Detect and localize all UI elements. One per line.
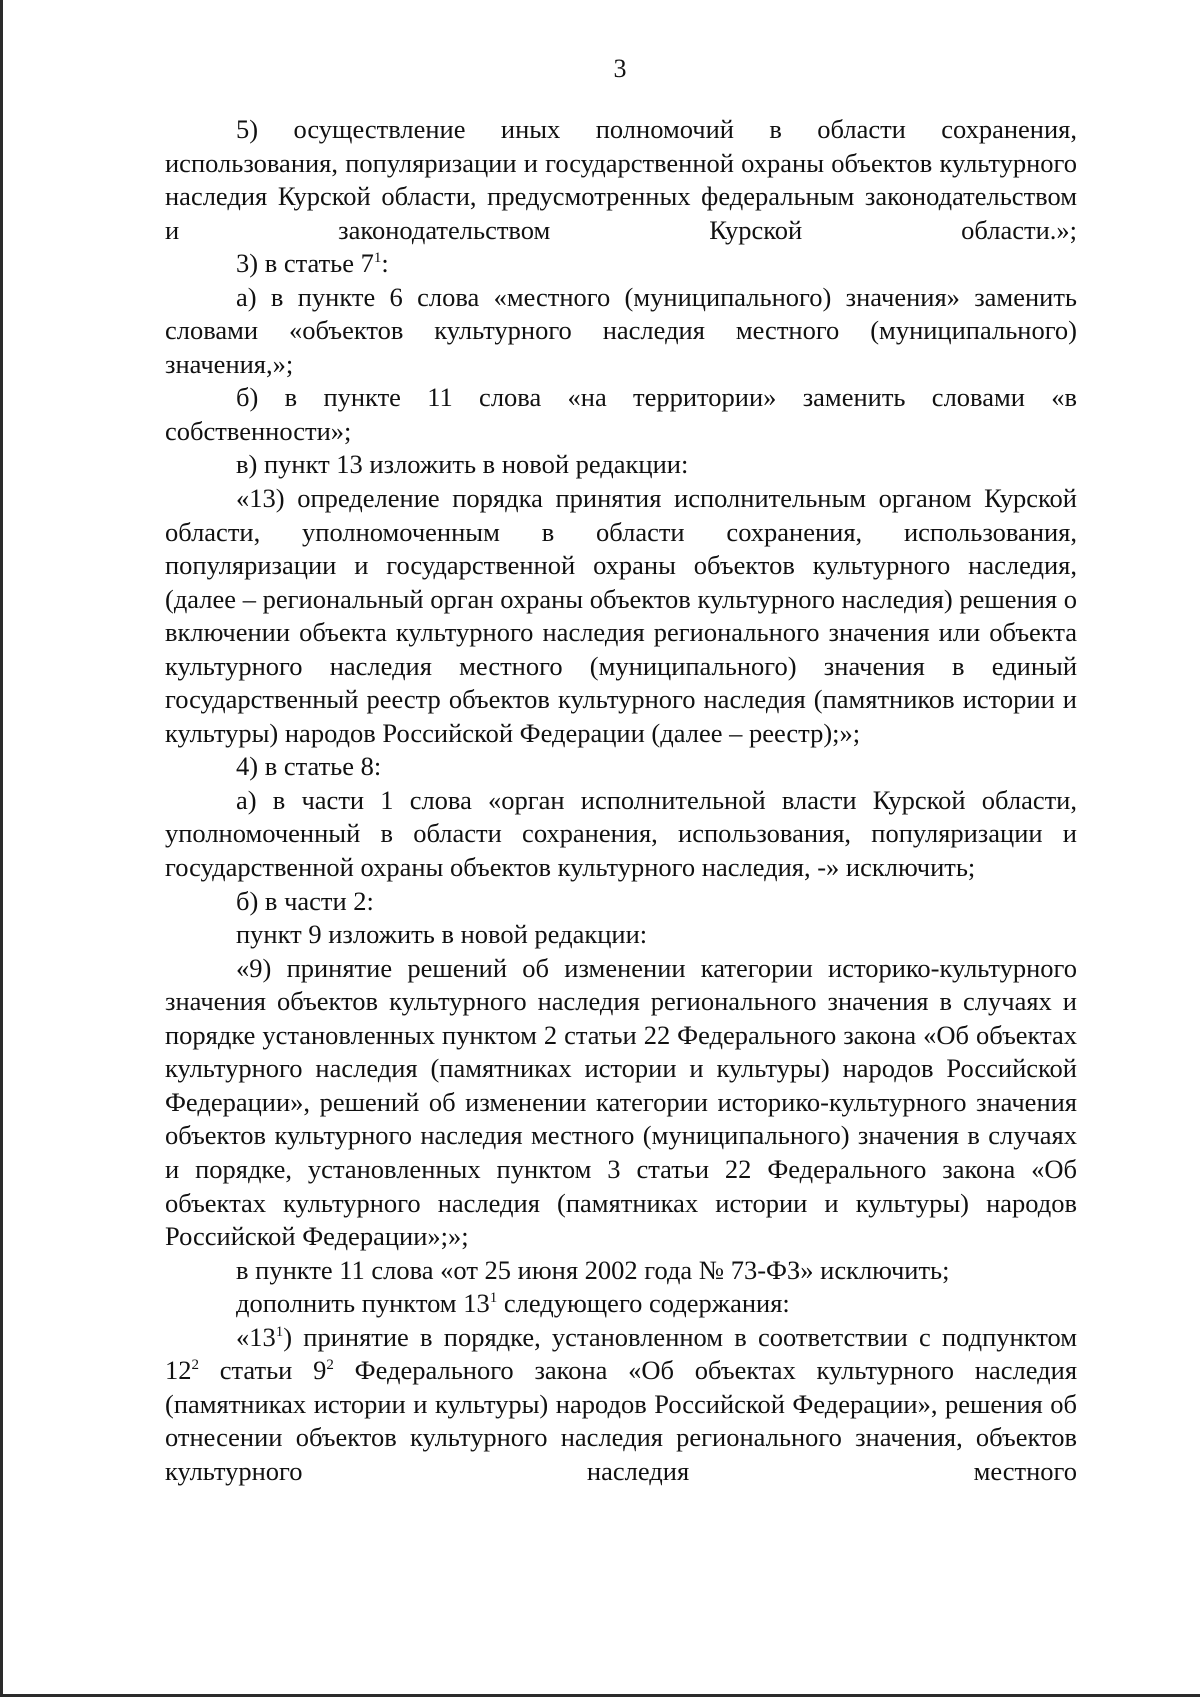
paragraph-text: следующего содержания:	[497, 1288, 790, 1319]
paragraph-part-2: б) в части 2:	[236, 885, 374, 916]
paragraph-item-13-intro: в) пункт 13 изложить в новой редакции:	[236, 449, 689, 480]
paragraph-article-8: 4) в статье 8:	[236, 751, 382, 782]
superscript: 1	[373, 250, 382, 267]
paragraph-add-item-13-1	[165, 1287, 1077, 1321]
page-number: 3	[613, 54, 627, 83]
paragraph-text: Федерального закона «Об объектах культурного наследия (памятниках истории и культуры) народов Российской Федерации», решения об отнесении объектов культурного наследия регионального значения, объектов культурного наследия местного	[165, 1355, 1078, 1486]
paragraph-item-11: б) в пункте 11 слова «на территории» заменить словами «в собственности»;	[165, 382, 1077, 446]
paragraph-item-13-text: «13) определение порядка принятия исполнительным органом Курской области, уполномоченным в области сохранения, использования, популяризации и государственной охраны объектов культурного наследия, (далее – региональный орган охраны объектов культурного наследия) решения о включении объекта культурного наследия регионального значения или объекта культурного наследия местного (муниципального) значения в единый государственный реестр объектов культурного наследия (памятников истории и культуры) народов Российской Федерации (далее – реестр);»;	[165, 483, 1077, 748]
paragraph-item-9-text: «9) принятие решений об изменении категории историко-культурного значения объектов культурного наследия регионального значения в случаях и порядке установленных пунктом 2 статьи 22 Федерального закона «Об объектах культурного наследия (памятниках истории и культуры) народов Российской Федерации», решений об изменении категории историко-культурного значения объектов культурного наследия местного (муниципального) значения в случаях и порядке, установленных пунктом 3 статьи 22 Федерального закона «Об объектах культурного наследия (памятниках истории и культуры) народов Российской Федерации»;»;	[165, 952, 1077, 1252]
paragraph-item-13-1-text	[165, 1321, 1077, 1489]
scan-edge-left	[0, 0, 3, 1697]
paragraph-5-other-powers: 5) осуществление иных полномочий в области сохранения, использования, популяризации и государственной охраны объектов культурного наследия Курской области, предусмотренных федеральным законодательством и законодательством Курской области.»;	[165, 114, 1077, 245]
superscript: 2	[191, 1357, 199, 1374]
document-body	[165, 113, 1077, 1488]
paragraph-item-9-intro: пункт 9 изложить в новой редакции:	[236, 919, 648, 950]
paragraph-text: :	[381, 248, 389, 279]
superscript: 1	[275, 1323, 284, 1340]
paragraph-article-7-1	[165, 247, 1077, 281]
paragraph-item-6: а) в пункте 6 слова «местного (муниципального) значения» заменить словами «объектов культурного наследия местного (муниципального) значения,»;	[165, 281, 1077, 379]
paragraph-text: дополнить пунктом 13	[236, 1288, 490, 1319]
paragraph-text: «13	[236, 1321, 276, 1352]
paragraph-part-1: а) в части 1 слова «орган исполнительной власти Курской области, уполномоченный в области сохранения, использования, популяризации и государственной охраны объектов культурного наследия, -» исключить;	[165, 784, 1077, 883]
paragraph-text: статьи 9	[219, 1355, 327, 1386]
superscript: 1	[489, 1290, 498, 1307]
paragraph-item-11-exclude: в пункте 11 слова «от 25 июня 2002 года № 73-ФЗ» исключить;	[236, 1254, 950, 1285]
paragraph-text: ) принятие в порядке, установленном в соответствии с подпунктом 12	[165, 1321, 1077, 1386]
paragraph-text: 3) в статье 7	[236, 248, 374, 279]
superscript: 2	[326, 1357, 334, 1374]
